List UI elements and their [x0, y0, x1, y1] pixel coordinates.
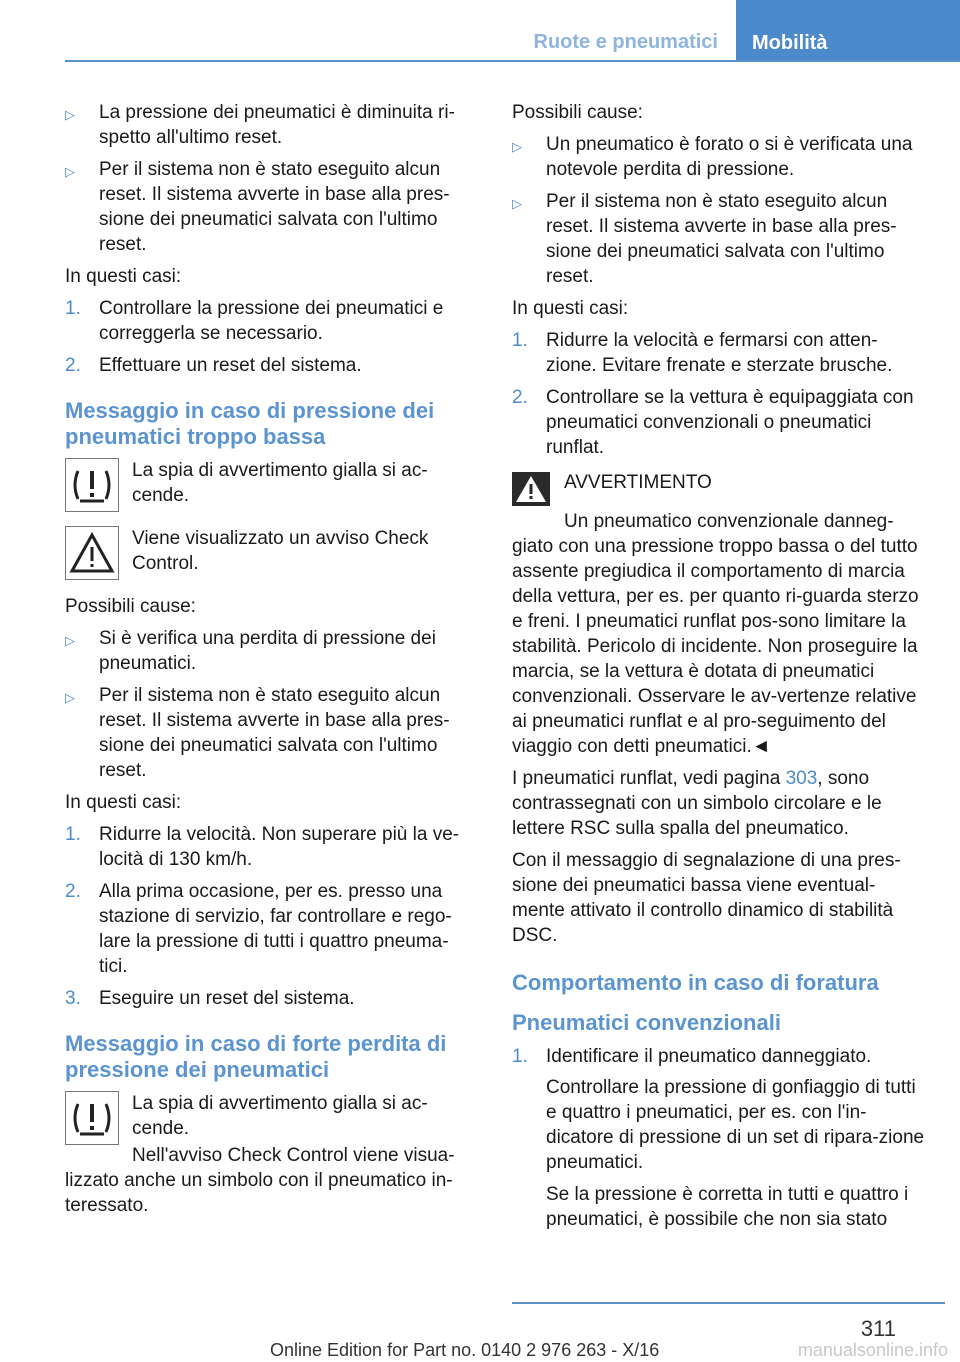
tire-pressure-warning-icon: [65, 1091, 119, 1145]
section-heading: Comportamento in caso di foratura: [512, 970, 879, 995]
list-item: ▷ Per il sistema non è stato eseguito alcun reset. Il sistema avverte in base alla pres-sione dei pneumatici salvata con l'ultimo reset.: [65, 159, 450, 255]
list-item: 1. Ridurre la velocità. Non superare più la ve-locità di 130 km/h.: [65, 824, 460, 870]
page-footer: [0, 1302, 960, 1362]
list-item: ▷ Si è verifica una perdita di pressione dei pneumatici.: [65, 628, 436, 674]
edition-text: Online Edition for Part no. 0140 2 976 263 - X/16: [270, 1340, 660, 1360]
paragraph: In questi casi:: [65, 266, 182, 287]
page-link[interactable]: 303: [785, 768, 818, 789]
paragraph: Nell'avviso Check Control viene visua-lizzato anche un simbolo con il pneumatico in-teressato.: [65, 1145, 455, 1216]
section-heading: Messaggio in caso di pressione dei pneumatici troppo bassa: [65, 398, 435, 449]
list-item: 2. Alla prima occasione, per es. presso una stazione di servizio, far controllare e rego-lare la pressione di tutti i quattro pneuma-tici.: [65, 881, 452, 977]
section-heading: Messaggio in caso di forte perdita di pressione dei pneumatici: [65, 1031, 447, 1082]
left-column: [65, 100, 475, 1225]
chapter-tab[interactable]: Mobilità: [736, 0, 960, 62]
icon-note: La spia di avvertimento gialla si ac-cende.: [65, 458, 475, 512]
triangle-bullet-icon: ▷: [65, 690, 75, 705]
tire-pressure-warning-icon: [65, 458, 119, 512]
paragraph: Se la pressione è corretta in tutti e quattro i pneumatici, è possibile che non sia stato: [546, 1184, 909, 1230]
paragraph: Possibili cause:: [512, 102, 643, 123]
list-item: ▷ Un pneumatico è forato o si è verificata una notevole perdita di pressione.: [512, 134, 913, 180]
warning-block: [512, 470, 927, 506]
paragraph: Controllare la pressione di gonfiaggio di tutti e quattro i pneumatici, per es. con l'in-dicatore di pressione di un set di ripara-zione pneumatici.: [546, 1077, 925, 1173]
footer-rule: [512, 1302, 945, 1304]
watermark: manualsonline.info: [797, 1340, 948, 1360]
warning-text: Un pneumatico convenzionale danneg-giato con una pressione troppo bassa o del tutto assente pregiudica il comportamento di marcia della vettura, per es. per quanto ri-guarda sterzo e freni. I pneumatici runflat pos-sono limitare la stabilità. Pericolo di incidente. Non proseguire la marcia, se la vettura è dotata di pneumatici convenzionali. Osservare le av-vertenze relative ai pneumatici runflat e al pro-seguimento del viaggio con detti pneumatici.◄: [512, 511, 919, 757]
header-rule: [65, 60, 960, 62]
paragraph: In questi casi:: [512, 298, 629, 319]
page-header: [0, 0, 960, 62]
triangle-bullet-icon: ▷: [65, 107, 75, 122]
triangle-bullet-icon: ▷: [512, 196, 522, 211]
list-item: 1. Ridurre la velocità e fermarsi con atten-zione. Evitare frenate e sterzate brusche.: [512, 330, 893, 376]
triangle-bullet-icon: ▷: [512, 139, 522, 154]
right-column: [512, 100, 927, 1239]
paragraph: Con il messaggio di segnalazione di una pres-sione dei pneumatici bassa viene eventual-mente attivato il controllo dinamico di stabilità DSC.: [512, 850, 901, 946]
triangle-bullet-icon: ▷: [65, 164, 75, 179]
warning-title: AVVERTIMENTO: [564, 472, 712, 493]
list-item: 1. Controllare la pressione dei pneumatici e correggerla se necessario.: [65, 298, 444, 344]
page-number: 311: [860, 1316, 896, 1341]
list-item: 2. Effettuare un reset del sistema.: [65, 355, 362, 376]
list-item: ▷ Per il sistema non è stato eseguito alcun reset. Il sistema avverte in base alla pres-sione dei pneumatici salvata con l'ultimo reset.: [512, 191, 897, 287]
list-item: 2. Controllare se la vettura è equipaggiata con pneumatici convenzionali o pneumatici runflat.: [512, 387, 914, 458]
sub-heading: Pneumatici convenzionali: [512, 1010, 781, 1035]
icon-note: Viene visualizzato un avviso Check Control.: [65, 526, 475, 580]
list-item: ▷ Per il sistema non è stato eseguito alcun reset. Il sistema avverte in base alla pres-sione dei pneumatici salvata con l'ultimo reset.: [65, 685, 450, 781]
paragraph: Possibili cause:: [65, 596, 196, 617]
list-item: 3. Eseguire un reset del sistema.: [65, 988, 355, 1009]
paragraph: I pneumatici runflat, vedi pagina 303, sono contrassegnati con un simbolo circolare e le lettere RSC sulla spalla del pneumatico.: [512, 768, 882, 839]
list-item: 1. Identificare il pneumatico danneggiato.: [512, 1046, 872, 1067]
list-item: ▷ La pressione dei pneumatici è diminuita ri-spetto all'ultimo reset.: [65, 102, 455, 148]
triangle-bullet-icon: ▷: [65, 633, 75, 648]
icon-note: La spia di avvertimento gialla si ac-cende.: [65, 1091, 475, 1145]
paragraph: In questi casi:: [65, 792, 182, 813]
warning-triangle-icon: [65, 526, 119, 580]
warning-triangle-icon: [512, 472, 550, 506]
section-title[interactable]: Ruote e pneumatici: [533, 31, 718, 53]
